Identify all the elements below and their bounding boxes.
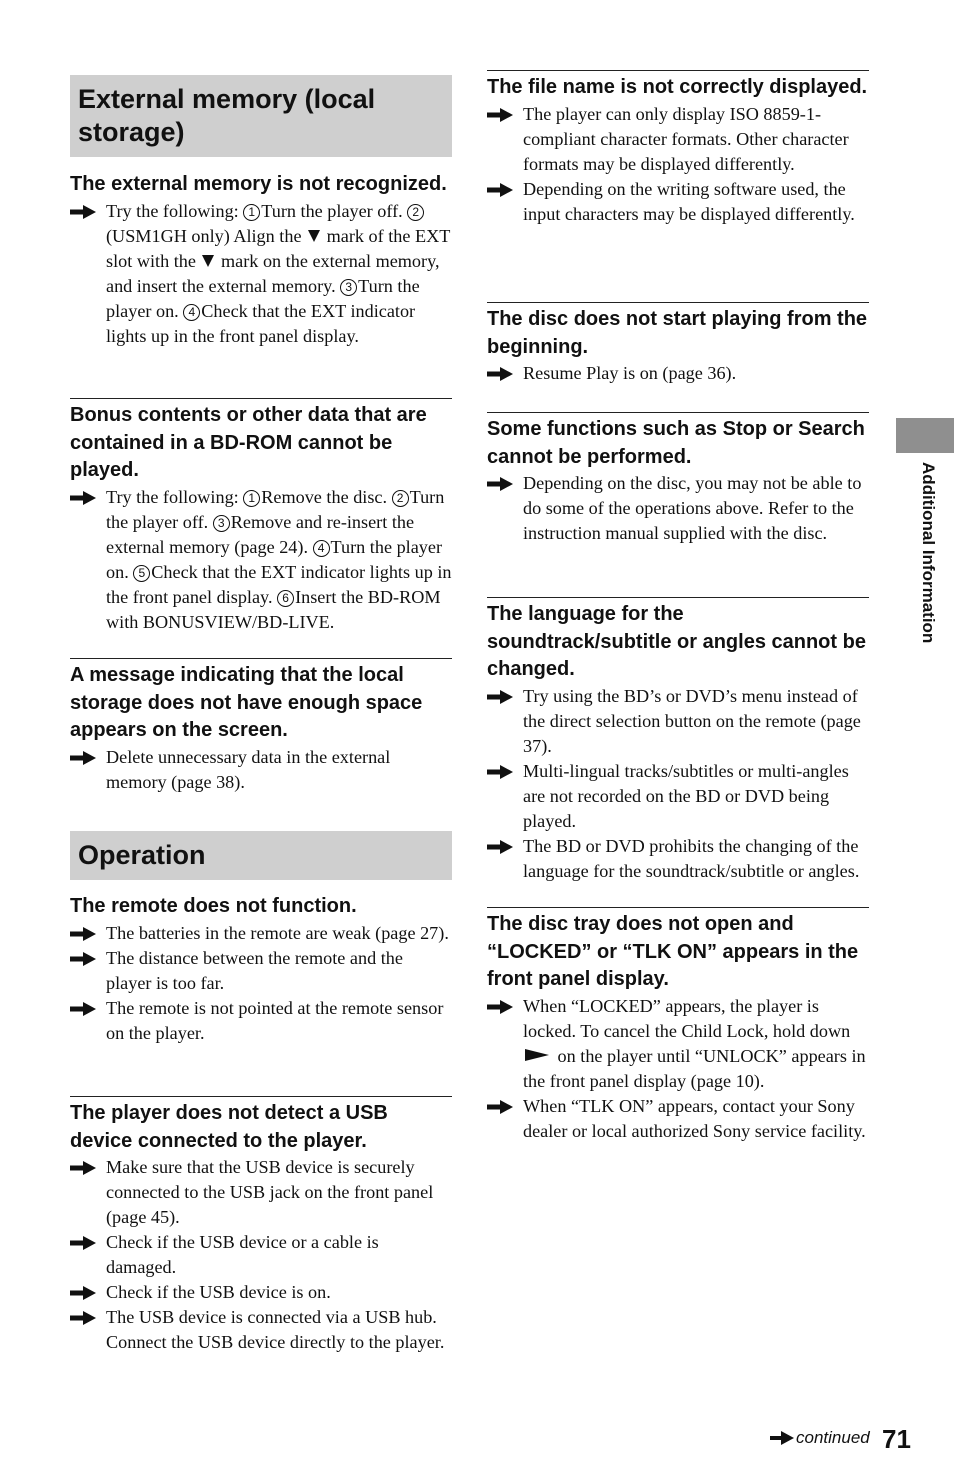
topic-disc-tray-locked xyxy=(487,907,869,1144)
triangle-down-icon xyxy=(202,255,214,267)
topic-stop-search-not-performed xyxy=(487,412,869,546)
bullet-item xyxy=(70,1155,452,1230)
section-header-operation: Operation xyxy=(70,831,452,880)
bullet-text: Try the following: xyxy=(106,486,244,507)
bullet-item xyxy=(487,361,869,386)
bullet-text: Remove and re-insert the external memory (page 24). xyxy=(106,511,415,557)
bullet-text: Resume Play is on (page 36). xyxy=(523,363,737,383)
bullet-item xyxy=(70,485,452,635)
step-number: 1 xyxy=(243,490,260,507)
step-number: 4 xyxy=(313,540,330,557)
arrow-icon xyxy=(487,183,513,197)
arrow-icon xyxy=(770,1431,794,1445)
step-number: 5 xyxy=(133,565,150,582)
bullet-item xyxy=(487,994,869,1094)
bullet-text: When “TLK ON” appears, contact your Sony dealer or local authorized Sony service facility. xyxy=(523,1095,866,1141)
bullet-text: Depending on the writing software used, the input characters may be displayed differently. xyxy=(523,178,855,224)
bullet-text: The batteries in the remote are weak (page 27). xyxy=(106,922,449,943)
bullet-item xyxy=(70,946,452,996)
topic-title: The disc tray does not open and “LOCKED” or “TLK ON” appears in the front panel display. xyxy=(487,913,859,990)
arrow-icon xyxy=(70,1236,96,1250)
continued-indicator xyxy=(770,1428,870,1448)
bullet-text: Insert the BD-ROM with BONUSVIEW/BD-LIVE. xyxy=(106,586,441,632)
bullet-item xyxy=(487,177,869,227)
side-tab-marker xyxy=(896,418,954,453)
page-number: 71 xyxy=(882,1424,911,1454)
arrow-icon xyxy=(70,1286,96,1300)
bullet-text: The USB device is connected via a USB hub. Connect the USB device directly to the player. xyxy=(106,1307,445,1352)
arrow-icon xyxy=(487,367,513,381)
arrow-icon xyxy=(70,1161,96,1175)
bullet-item xyxy=(70,996,452,1046)
arrow-icon xyxy=(487,690,513,704)
bullet-text: Depending on the disc, you may not be able to do some of the operations above. Refer to the instruction manual supplied with the disc. xyxy=(523,473,862,543)
topic-external-memory-not-recognized xyxy=(70,168,452,349)
bullet-text: When “LOCKED” appears, the player is locked. To cancel the Child Lock, hold down xyxy=(523,995,851,1041)
arrow-icon xyxy=(70,1002,96,1016)
arrow-icon xyxy=(487,840,513,854)
continued-text: continued xyxy=(796,1428,870,1447)
step-number: 4 xyxy=(183,304,200,321)
topic-local-storage-space-message xyxy=(70,658,452,795)
bullet-text: Check if the USB device is on. xyxy=(106,1282,331,1302)
topic-title: Some functions such as Stop or Search cannot be performed. xyxy=(487,418,865,468)
arrow-icon xyxy=(70,491,96,505)
bullet-item xyxy=(70,199,452,349)
bullet-item xyxy=(70,745,452,795)
step-number: 2 xyxy=(407,204,424,221)
arrow-icon xyxy=(70,1311,96,1325)
topic-title: The disc does not start playing from the beginning. xyxy=(487,308,868,358)
bullet-text: Make sure that the USB device is securely connected to the USB jack on the front panel (page 45). xyxy=(106,1157,434,1227)
bullet-text: on the player until “UNLOCK” appears in the front panel display (page 10). xyxy=(523,1045,866,1091)
step-number: 2 xyxy=(392,490,409,507)
arrow-icon xyxy=(487,108,513,122)
bullet-item xyxy=(487,102,869,177)
bullet-item xyxy=(487,834,869,884)
bullet-text: Turn the player off. xyxy=(261,200,408,221)
topic-usb-device-not-detected xyxy=(70,1096,452,1355)
bullet-item xyxy=(70,1280,452,1305)
step-number: 3 xyxy=(213,515,230,532)
bullet-text: The remote is not pointed at the remote sensor on the player. xyxy=(106,997,444,1043)
arrow-icon xyxy=(70,927,96,941)
topic-remote-not-function xyxy=(70,890,452,1046)
bullet-item xyxy=(70,1305,452,1355)
bullet-text: Try using the BD’s or DVD’s menu instead of the direct selection button on the remote (page 37). xyxy=(523,685,861,756)
bullet-text: Delete unnecessary data in the external memory (page 38). xyxy=(106,746,391,792)
step-number: 1 xyxy=(243,204,260,221)
arrow-icon xyxy=(70,751,96,765)
bullet-text: Remove the disc. xyxy=(261,486,392,507)
topic-language-cannot-be-changed xyxy=(487,597,869,884)
bullet-text: The BD or DVD prohibits the changing of the language for the soundtrack/subtitle or angles. xyxy=(523,835,860,881)
bullet-text: Try the following: xyxy=(106,200,244,221)
bullet-text: The player can only display ISO 8859-1-compliant character formats. Other character formats may be displayed differently. xyxy=(523,103,849,174)
step-number: 6 xyxy=(277,590,294,607)
bullet-item xyxy=(487,759,869,834)
topic-file-name-not-displayed xyxy=(487,70,869,227)
topic-title: The remote does not function. xyxy=(70,895,357,917)
bullet-item xyxy=(487,684,869,759)
topic-title: The language for the soundtrack/subtitle or angles cannot be changed. xyxy=(487,603,866,680)
bullet-text: Turn the player off. xyxy=(106,486,445,532)
triangle-down-icon xyxy=(308,230,320,242)
topic-bonus-contents-not-played xyxy=(70,398,452,635)
play-icon xyxy=(525,1049,549,1061)
arrow-icon xyxy=(70,205,96,219)
arrow-icon xyxy=(487,1000,513,1014)
arrow-icon xyxy=(487,765,513,779)
arrow-icon xyxy=(487,1100,513,1114)
side-tab-label xyxy=(914,462,942,648)
topic-title: A message indicating that the local storage does not have enough space appears on the screen. xyxy=(70,664,423,741)
bullet-text: mark of the EXT slot with the xyxy=(106,225,451,271)
topic-title: The file name is not correctly displayed. xyxy=(487,76,868,98)
bullet-text: Multi-lingual tracks/subtitles or multi-angles are not recorded on the BD or DVD being played. xyxy=(523,760,849,831)
bullet-text: The distance between the remote and the player is too far. xyxy=(106,947,403,993)
section-header-external-memory: External memory (local storage) xyxy=(70,75,452,157)
topic-title: The player does not detect a USB device connected to the player. xyxy=(70,1102,388,1152)
bullet-text: mark on the external memory, and insert the external memory. xyxy=(106,250,440,296)
bullet-item xyxy=(487,471,869,546)
bullet-item xyxy=(487,1094,869,1144)
bullet-text: Check that the EXT indicator lights up in the front panel display. xyxy=(106,300,416,346)
bullet-text: Check that the EXT indicator lights up in the front panel display. xyxy=(106,561,452,607)
step-number: 3 xyxy=(340,279,357,296)
bullet-text: Turn the player on. xyxy=(106,275,420,321)
bullet-item xyxy=(70,1230,452,1280)
arrow-icon xyxy=(70,952,96,966)
bullet-text: Check if the USB device or a cable is damaged. xyxy=(106,1232,379,1277)
bullet-item xyxy=(70,921,452,946)
topic-disc-not-start-from-beginning xyxy=(487,302,869,386)
bullet-text: Turn the player on. xyxy=(106,536,443,582)
side-tab-label-text: Additional Information xyxy=(919,462,938,644)
arrow-icon xyxy=(487,477,513,491)
topic-title: The external memory is not recognized. xyxy=(70,173,447,195)
bullet-text: (USM1GH only) Align the xyxy=(106,225,307,246)
topic-title: Bonus contents or other data that are contained in a BD-ROM cannot be played. xyxy=(70,404,427,481)
